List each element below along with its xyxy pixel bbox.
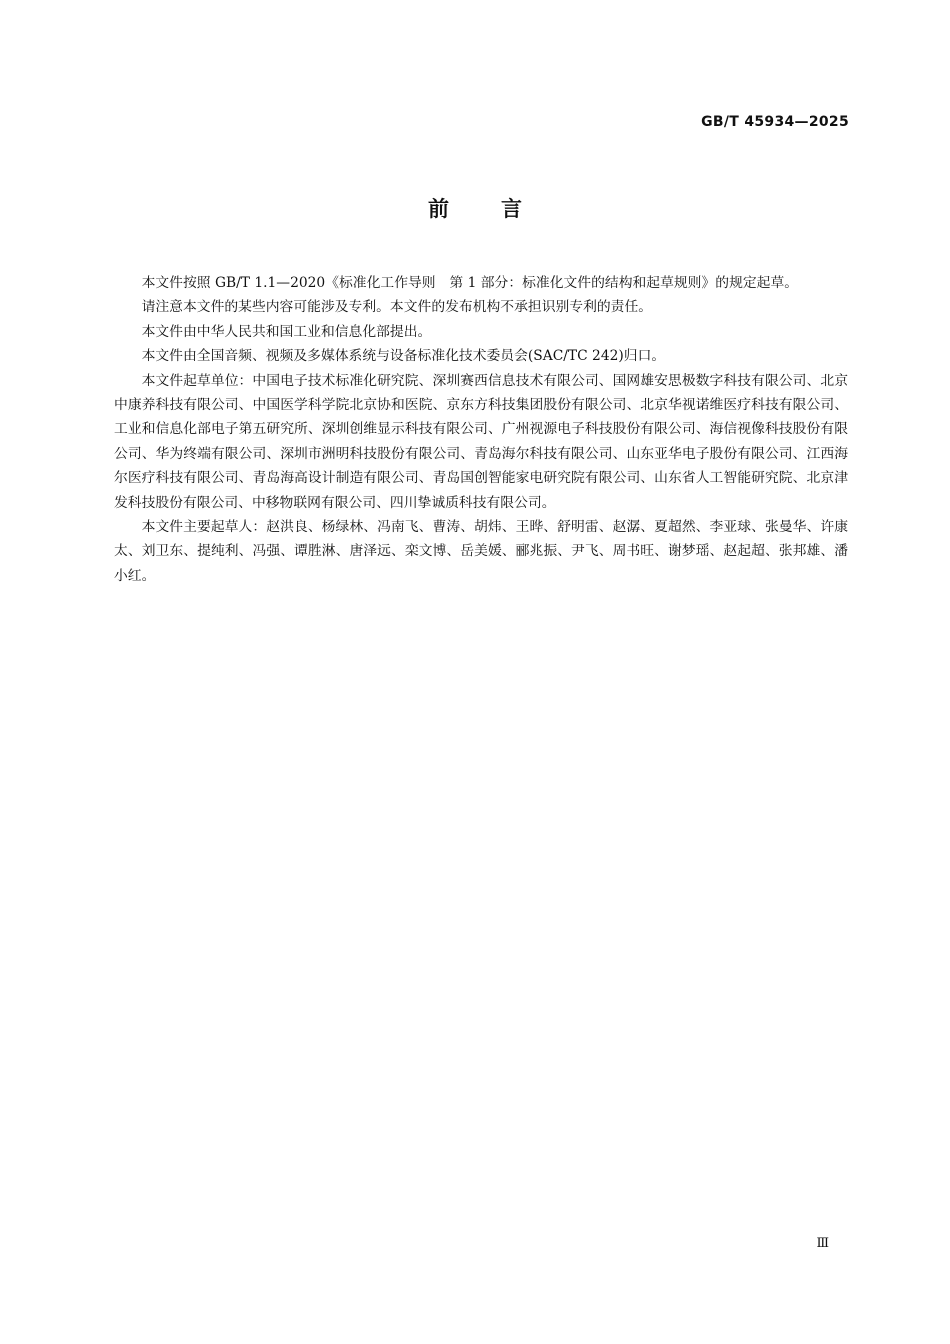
standard-number: GB/T 45934—2025 [701, 114, 849, 130]
paragraph-patent-notice: 请注意本文件的某些内容可能涉及专利。本文件的发布机构不承担识别专利的责任。 [141, 299, 653, 316]
foreword-body [114, 271, 848, 588]
paragraph-drafters: 本文件主要起草人：赵洪良、杨绿林、冯南飞、曹涛、胡炜、王晔、舒明雷、赵潺、夏超然、李亚球、张曼华、许康太、刘卫东、提纯利、冯强、谭胜淋、唐泽远、栾文博、岳美媛、郦兆振、尹飞、周书旺、谢梦瑶、赵起超、张邦雄、潘小红。 [114, 519, 848, 584]
paragraph-technical-committee: 本文件由全国音频、视频及多媒体系统与设备标准化技术委员会(SAC/TC 242)归口。 [141, 348, 666, 365]
paragraph-drafting-organizations: 本文件起草单位：中国电子技术标准化研究院、深圳赛西信息技术有限公司、国网雄安思极数字科技有限公司、北京中康养科技有限公司、中国医学科学院北京协和医院、京东方科技集团股份有限公司、北京华视诺维医疗科技有限公司、工业和信息化部电子第五研究所、深圳创维显示科技有限公司、广州视源电子科技股份有限公司、海信视像科技股份有限公司、华为终端有限公司、深圳市洲明科技股份有限公司、青岛海尔科技有限公司、山东亚华电子股份有限公司、江西海尔医疗科技有限公司、青岛海高设计制造有限公司、青岛国创智能家电研究院有限公司、山东省人工智能研究院、北京津发科技股份有限公司、中移物联网有限公司、四川挚诚质科技有限公司。 [114, 372, 848, 511]
paragraph-drafting-rules: 本文件按照 GB/T 1.1—2020《标准化工作导则 第 1 部分：标准化文件的结构和起草规则》的规定起草。 [141, 275, 799, 291]
page-number: Ⅲ [816, 1236, 829, 1251]
page-title: 前言 [428, 197, 574, 221]
paragraph-proposer: 本文件由中华人民共和国工业和信息化部提出。 [141, 323, 432, 340]
